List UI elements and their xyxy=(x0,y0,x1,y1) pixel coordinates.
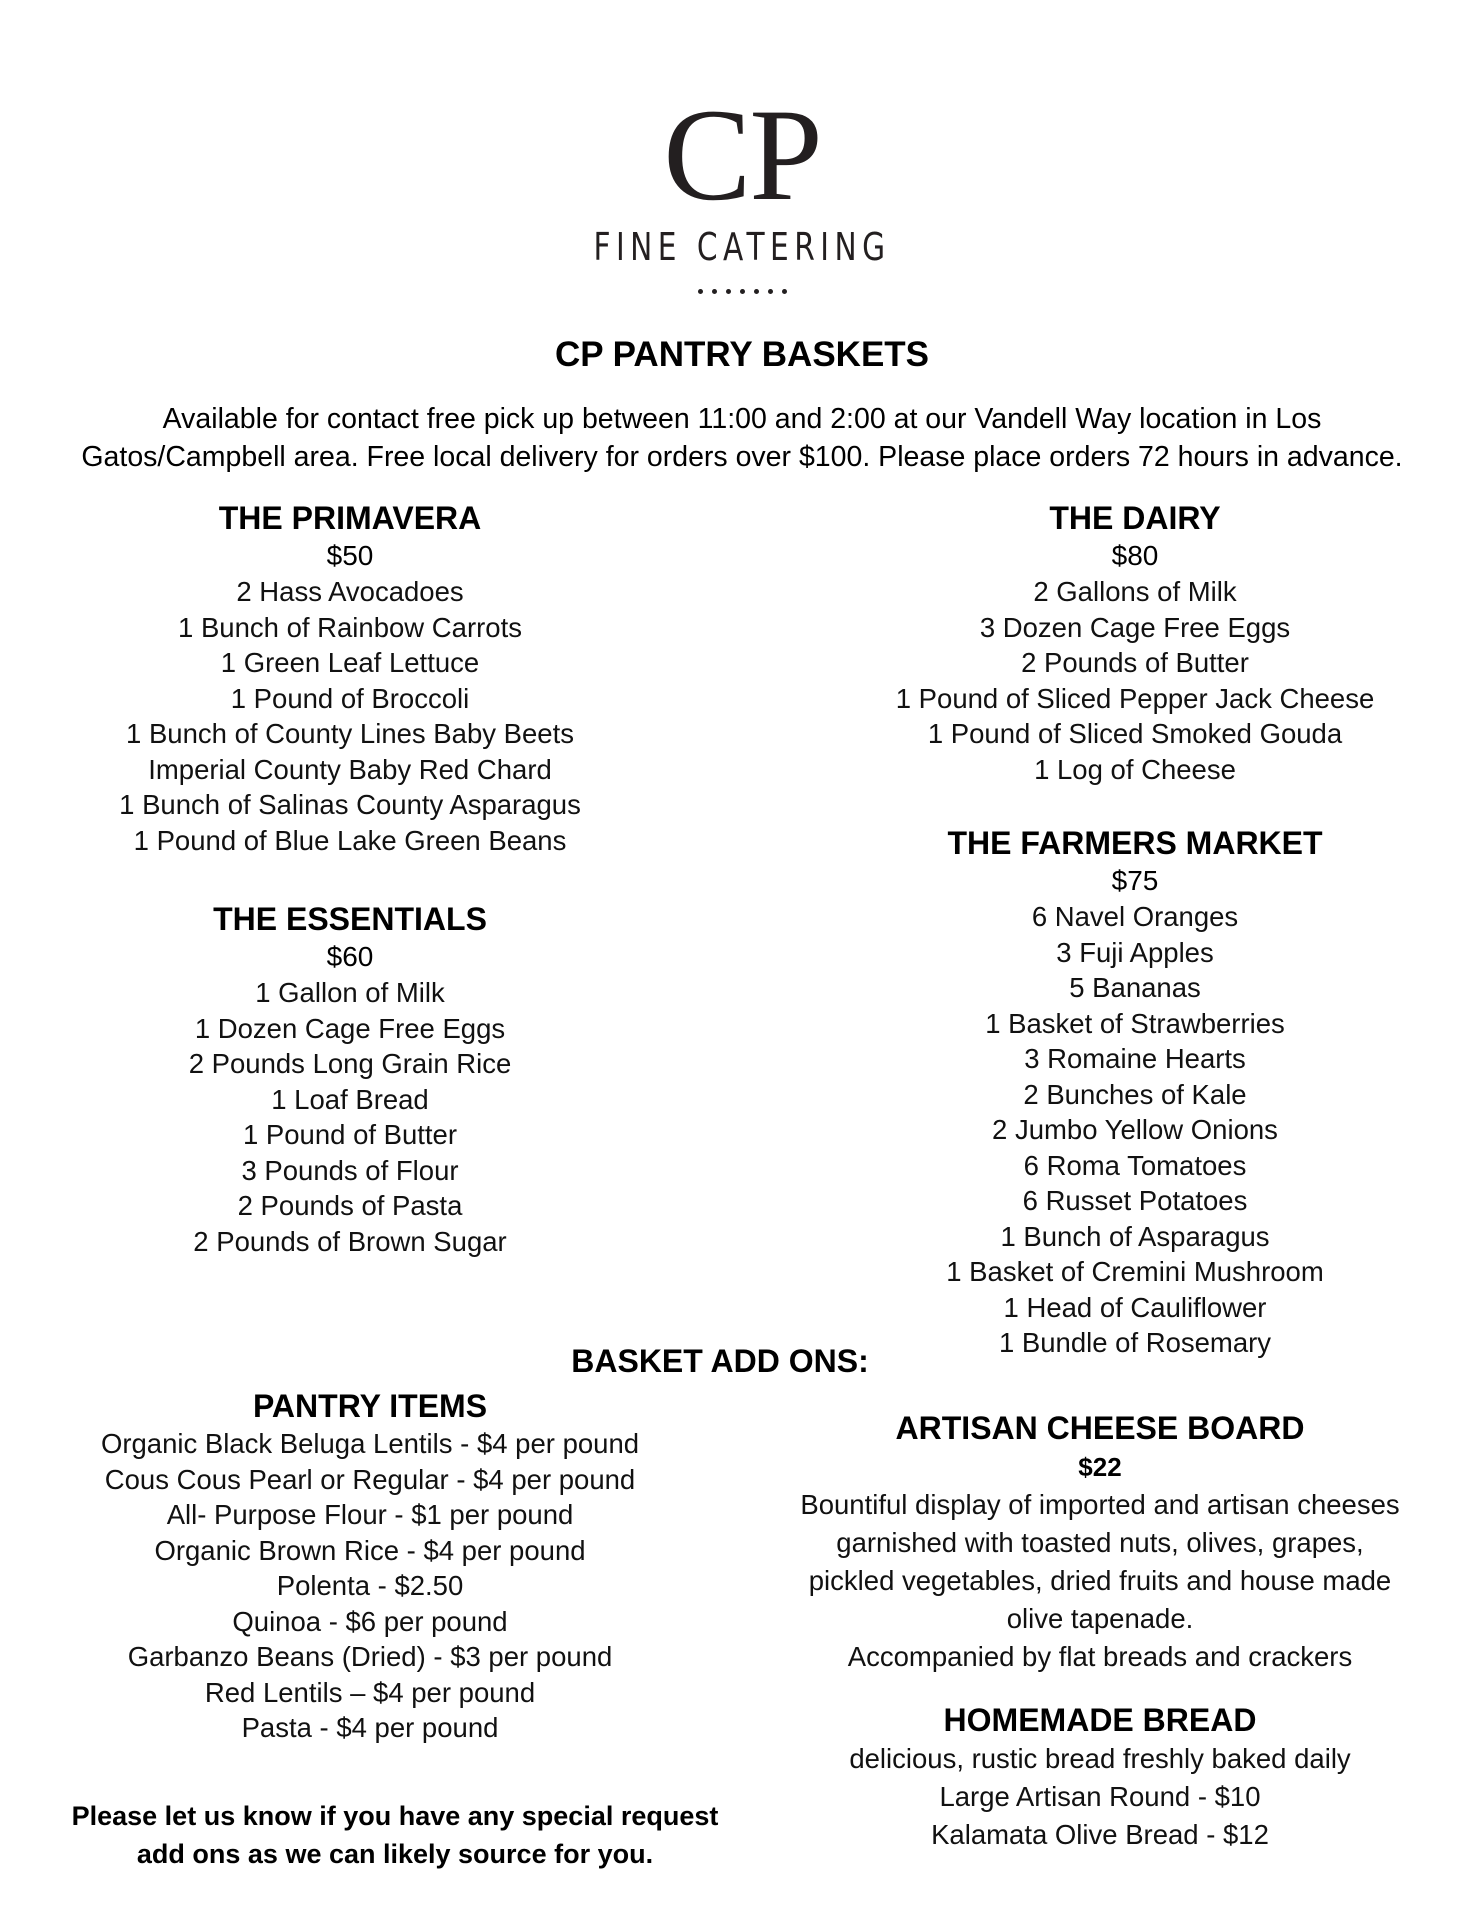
pantry-items-section xyxy=(60,1386,680,1746)
list-item: Quinoa - $6 per pound xyxy=(232,1605,508,1637)
note-line: Please let us know if you have any special request xyxy=(71,1801,719,1831)
list-item: Red Lentils – $4 per pound xyxy=(204,1676,536,1708)
list-item: All- Purpose Flour - $1 per pound xyxy=(166,1499,574,1530)
list-item: 1 Pound of Sliced Smoked Gouda xyxy=(927,718,1343,749)
dairy-section xyxy=(865,498,1405,787)
list-item: 1 Bunch of Rainbow Carrots xyxy=(178,611,522,643)
logo xyxy=(0,81,1484,294)
list-item: 6 Navel Oranges xyxy=(1031,901,1239,932)
list-item: 2 Pounds of Pasta xyxy=(237,1190,463,1221)
list-item: 3 Fuji Apples xyxy=(1056,936,1214,968)
list-item: Imperial County Baby Red Chard xyxy=(148,753,552,785)
list-item: 3 Pounds of Flour xyxy=(241,1154,459,1186)
list-item: 1 Green Leaf Lettuce xyxy=(220,647,480,678)
list-item: 1 Pound of Sliced Pepper Jack Cheese xyxy=(895,682,1375,714)
page-title: CP PANTRY BASKETS xyxy=(554,335,930,374)
farmers-market-section xyxy=(865,823,1405,1361)
list-item: 2 Bunches of Kale xyxy=(1023,1078,1247,1110)
intro-line: Available for contact free pick up between 11:00 and 2:00 at our Vandell Way location in Los xyxy=(162,403,1322,435)
list-item: Garbanzo Beans (Dried) - $3 per pound xyxy=(127,1641,613,1672)
list-item: 1 Basket of Strawberries xyxy=(985,1007,1285,1039)
text-line: Bountiful display of imported and artisan cheeses xyxy=(800,1489,1400,1520)
list-item: 5 Bananas xyxy=(1069,972,1201,1003)
section-heading: THE PRIMAVERA xyxy=(218,500,482,536)
section-price: $50 xyxy=(326,540,374,571)
section-heading: THE FARMERS MARKET xyxy=(947,825,1323,861)
text-line: Kalamata Olive Bread - $12 xyxy=(931,1819,1269,1850)
item-list xyxy=(865,899,1405,1361)
list-item: 1 Pound of Blue Lake Green Beans xyxy=(133,824,567,856)
list-item: 1 Log of Cheese xyxy=(1034,753,1236,785)
list-item: 1 Pound of Butter xyxy=(242,1119,458,1150)
list-item: Pasta - $4 per pound xyxy=(241,1712,499,1743)
list-item: 1 Head of Cauliflower xyxy=(1003,1291,1267,1323)
text-line: garnished with toasted nuts, olives, grapes, xyxy=(836,1527,1364,1558)
section-heading: THE ESSENTIALS xyxy=(213,901,487,937)
section-heading: PANTRY ITEMS xyxy=(252,1388,488,1424)
list-item: 2 Hass Avocadoes xyxy=(236,576,464,607)
list-item: 2 Pounds of Butter xyxy=(1021,647,1249,678)
section-price: $75 xyxy=(1111,865,1159,896)
text-line: delicious, rustic bread freshly baked daily xyxy=(849,1743,1351,1774)
list-item: 1 Dozen Cage Free Eggs xyxy=(194,1012,506,1044)
list-item: 3 Romaine Hearts xyxy=(1024,1043,1246,1074)
item-list xyxy=(75,975,625,1259)
cheese-board-section xyxy=(780,1408,1420,1676)
intro-text xyxy=(0,400,1484,476)
list-item: 6 Russet Potatoes xyxy=(1022,1185,1248,1216)
list-item: 1 Bunch of Salinas County Asparagus xyxy=(119,789,581,820)
list-item: 6 Roma Tomatoes xyxy=(1023,1149,1247,1181)
list-item: 1 Basket of Cremini Mushroom xyxy=(946,1256,1324,1287)
intro-line: Gatos/Campbell area. Free local delivery for orders over $100. Please place orders 72 hours in advance. xyxy=(81,441,1403,473)
text-line: pickled vegetables, dried fruits and house made xyxy=(808,1565,1392,1596)
list-item: 1 Gallon of Milk xyxy=(255,977,445,1008)
primavera-section xyxy=(75,498,625,858)
list-item: 1 Bunch of Asparagus xyxy=(1000,1220,1270,1252)
bread-section xyxy=(780,1700,1420,1854)
essentials-section xyxy=(75,899,625,1259)
logo-subtitle: FINE CATERING xyxy=(593,225,891,269)
special-request-note xyxy=(30,1797,760,1873)
list-item: 2 Pounds Long Grain Rice xyxy=(188,1048,512,1079)
text-line: olive tapenade. xyxy=(1006,1603,1194,1634)
list-item: 2 Jumbo Yellow Onions xyxy=(992,1114,1278,1145)
list-item: 1 Bundle of Rosemary xyxy=(998,1327,1272,1358)
list-item: Cous Cous Pearl or Regular - $4 per pound xyxy=(104,1463,636,1495)
list-item: Polenta - $2.50 xyxy=(276,1570,464,1601)
text-line: Large Artisan Round - $10 xyxy=(939,1781,1261,1812)
section-price: $80 xyxy=(1111,540,1159,571)
item-list xyxy=(75,574,625,858)
section-heading: HOMEMADE BREAD xyxy=(943,1702,1257,1738)
cheese-description xyxy=(780,1486,1420,1676)
section-price: $60 xyxy=(326,941,374,972)
list-item: 2 Pounds of Brown Sugar xyxy=(193,1225,507,1257)
note-line: add ons as we can likely source for you. xyxy=(136,1839,654,1869)
addons-heading: BASKET ADD ONS: xyxy=(571,1343,869,1379)
list-item: Organic Black Beluga Lentils - $4 per pound xyxy=(100,1428,640,1459)
list-item: 1 Pound of Broccoli xyxy=(230,682,470,714)
section-heading: ARTISAN CHEESE BOARD xyxy=(895,1410,1305,1446)
logo-mark: CP xyxy=(663,81,821,228)
list-item: Organic Brown Rice - $4 per pound xyxy=(154,1534,586,1566)
list-item: 1 Bunch of County Lines Baby Beets xyxy=(126,718,574,749)
text-line: Accompanied by flat breads and crackers xyxy=(847,1641,1353,1672)
bread-description xyxy=(780,1740,1420,1854)
item-list xyxy=(60,1426,680,1746)
list-item: 3 Dozen Cage Free Eggs xyxy=(979,611,1291,643)
section-heading: THE DAIRY xyxy=(1049,500,1221,536)
section-price: $22 xyxy=(1078,1452,1122,1482)
list-item: 1 Loaf Bread xyxy=(271,1083,429,1115)
item-list xyxy=(865,574,1405,787)
logo-dots xyxy=(0,289,1484,294)
list-item: 2 Gallons of Milk xyxy=(1033,576,1237,607)
